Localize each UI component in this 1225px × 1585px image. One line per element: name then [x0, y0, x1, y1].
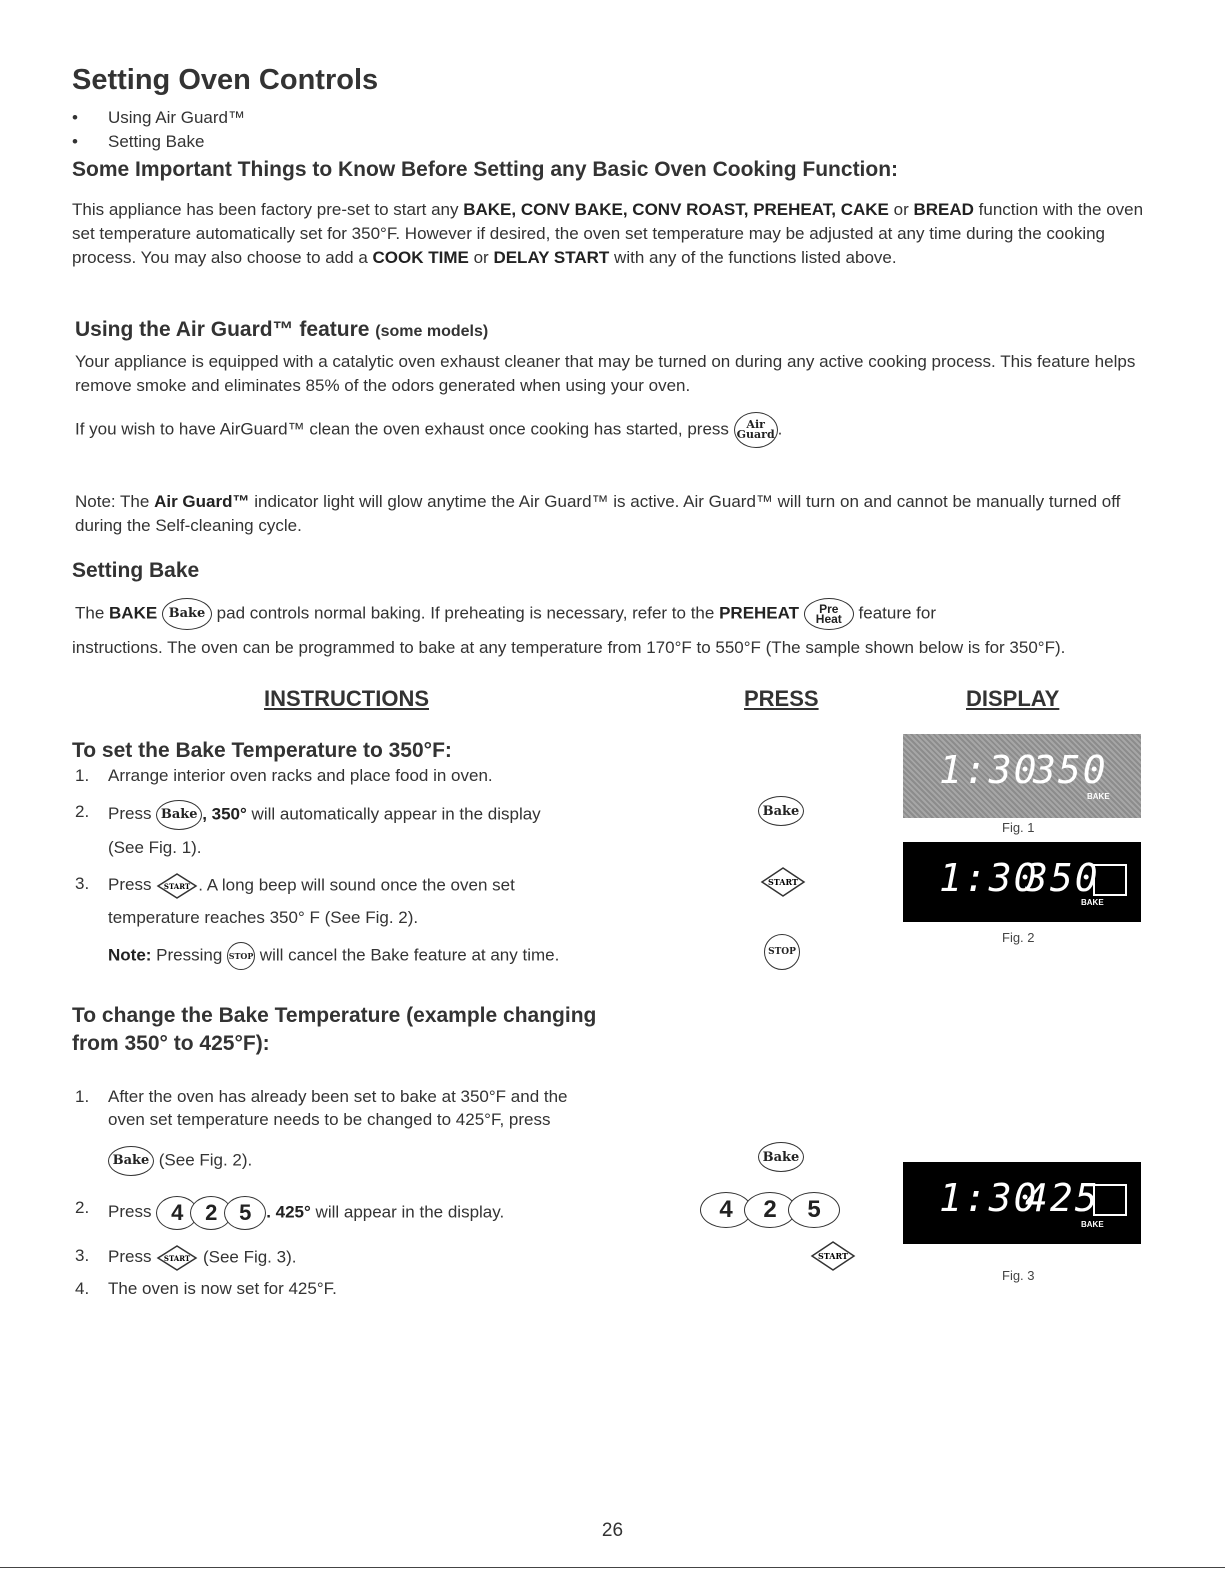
svg-text:START: START — [768, 877, 798, 887]
section2-step-3: 3. Press START (See Fig. 3). — [75, 1244, 695, 1272]
section2-step-1-cont: oven set temperature needs to be changed to 425°F, press — [108, 1110, 551, 1129]
svg-text:START: START — [818, 1251, 849, 1261]
page-number: 26 — [601, 1520, 624, 1541]
start-pad-icon — [156, 1244, 198, 1272]
start-pad-icon — [156, 872, 198, 900]
display-indicator-box — [1093, 1184, 1127, 1216]
preheat-pad-icon: Pre Heat — [804, 598, 854, 630]
bake-heading: Setting Bake — [72, 559, 200, 582]
section1-step-1: 1. Arrange interior oven racks and place food in oven. — [75, 766, 493, 785]
display-time: 1:30 — [939, 1176, 1039, 1220]
bottom-rule — [0, 1567, 1225, 1568]
airguard-press-line: If you wish to have AirGuard™ clean the oven exhaust once cooking has started, press Air Guard . — [75, 412, 782, 448]
column-instructions: INSTRUCTIONS — [264, 686, 429, 711]
digit-2-pad: 2 — [744, 1192, 796, 1228]
display-temp: 350 — [1033, 748, 1108, 792]
press-stop-pad: STOP — [764, 934, 800, 970]
fig2-label: Fig. 2 — [1002, 930, 1035, 945]
display-fig3 — [903, 1162, 1141, 1244]
intro-paragraph: This appliance has been factory pre-set to start any BAKE, CONV BAKE, CONV ROAST, PREHEAT, CAKE or BREAD function with the oven set temperature automatically set for 350°F. However if desired, the oven set temperature may be adjusted at any time during the cooking process. You may also choose to add a COOK TIME or DELAY START with any of the functions listed above. — [72, 200, 1144, 267]
section1-note: Note: Pressing STOP will cancel the Bake feature at any time. — [108, 942, 559, 970]
section2-step-1: 1. After the oven has already been set to bake at 350°F and the — [75, 1087, 568, 1106]
digit-2-pad-icon: 2 — [190, 1196, 232, 1230]
display-time: 1:30 — [939, 856, 1039, 900]
airguard-paragraph: Your appliance is equipped with a catalytic oven exhaust cleaner that may be turned on during any active cooking process. This feature helps remove smoke and eliminates 85% of the odors generated when using your oven. — [75, 352, 1136, 395]
bake-pad-icon: Bake — [156, 800, 202, 830]
fig3-label: Fig. 3 — [1002, 1268, 1035, 1283]
section1-heading: To set the Bake Temperature to 350°F: — [72, 739, 452, 762]
press-start-pad — [760, 866, 806, 898]
fig1-label: Fig. 1 — [1002, 820, 1035, 835]
section2-step-4: 4. The oven is now set for 425°F. — [75, 1279, 337, 1298]
press-bake-pad: Bake — [758, 796, 804, 826]
section1-step-3: 3. Press START . A long beep will sound once the oven set — [75, 872, 695, 900]
digit-5-pad: 5 — [788, 1192, 840, 1228]
svg-text:START: START — [164, 882, 191, 891]
section1-step-3-cont: temperature reaches 350° F (See Fig. 2). — [108, 908, 419, 927]
digit-5-pad-icon: 5 — [224, 1196, 266, 1230]
display-mode: BAKE — [1087, 792, 1110, 801]
column-display: DISPLAY — [966, 686, 1060, 711]
display-indicator-box — [1093, 864, 1127, 896]
display-temp: 425 — [1025, 1176, 1100, 1220]
airguard-heading: Using the Air Guard™ feature (some models) — [75, 318, 489, 341]
bake-pad-icon: Bake — [108, 1146, 154, 1176]
press-digit-pads — [700, 1192, 840, 1228]
bake-intro-line2: instructions. The oven can be programmed to bake at any temperature from 170°F to 550°F (The sample shown below is for 350°F). — [72, 638, 1066, 657]
toc-list — [72, 106, 245, 154]
svg-text:START: START — [164, 1254, 191, 1263]
display-mode: BAKE — [1081, 898, 1104, 907]
display-temp: 350 — [1025, 856, 1100, 900]
display-fig1 — [903, 734, 1141, 818]
column-press: PRESS — [744, 686, 819, 711]
section1-step-2-cont: (See Fig. 1). — [108, 838, 202, 857]
bake-intro-line1: The BAKE Bake pad controls normal baking. If preheating is necessary, refer to the PREHEAT Pre Heat feature for — [75, 598, 1165, 630]
display-fig2 — [903, 842, 1141, 922]
air-guard-pad-icon: Air Guard — [734, 412, 778, 448]
section1-step-2: 2. Press Bake , 350° will automatically appear in the display — [75, 800, 695, 830]
bake-pad-icon: Bake — [162, 598, 212, 630]
page-title: Setting Oven Controls — [72, 64, 379, 96]
press-start-pad — [810, 1240, 856, 1272]
section2-step-1-press: Bake (See Fig. 2). — [108, 1146, 252, 1176]
digit-4-pad-icon: 4 — [156, 1196, 198, 1230]
toc-item: • Using Air Guard™ — [72, 106, 245, 130]
stop-pad-icon: STOP — [227, 942, 255, 970]
section2-heading: To change the Bake Temperature (example changing from 350° to 425°F): — [72, 1004, 597, 1055]
display-mode: BAKE — [1081, 1220, 1104, 1229]
press-bake-pad: Bake — [758, 1142, 804, 1172]
intro-heading: Some Important Things to Know Before Setting any Basic Oven Cooking Function: — [72, 158, 899, 181]
section2-step-2: 2. Press 4 2 5 . 425° will appear in the display. — [75, 1196, 715, 1230]
airguard-note: Note: The Air Guard™ indicator light will glow anytime the Air Guard™ is active. Air Guard™ will turn on and cannot be manually turned off during the Self-cleaning cycle. — [75, 492, 1121, 535]
digit-4-pad: 4 — [700, 1192, 752, 1228]
display-time: 1:30 — [939, 748, 1039, 792]
toc-item: • Setting Bake — [72, 130, 245, 154]
